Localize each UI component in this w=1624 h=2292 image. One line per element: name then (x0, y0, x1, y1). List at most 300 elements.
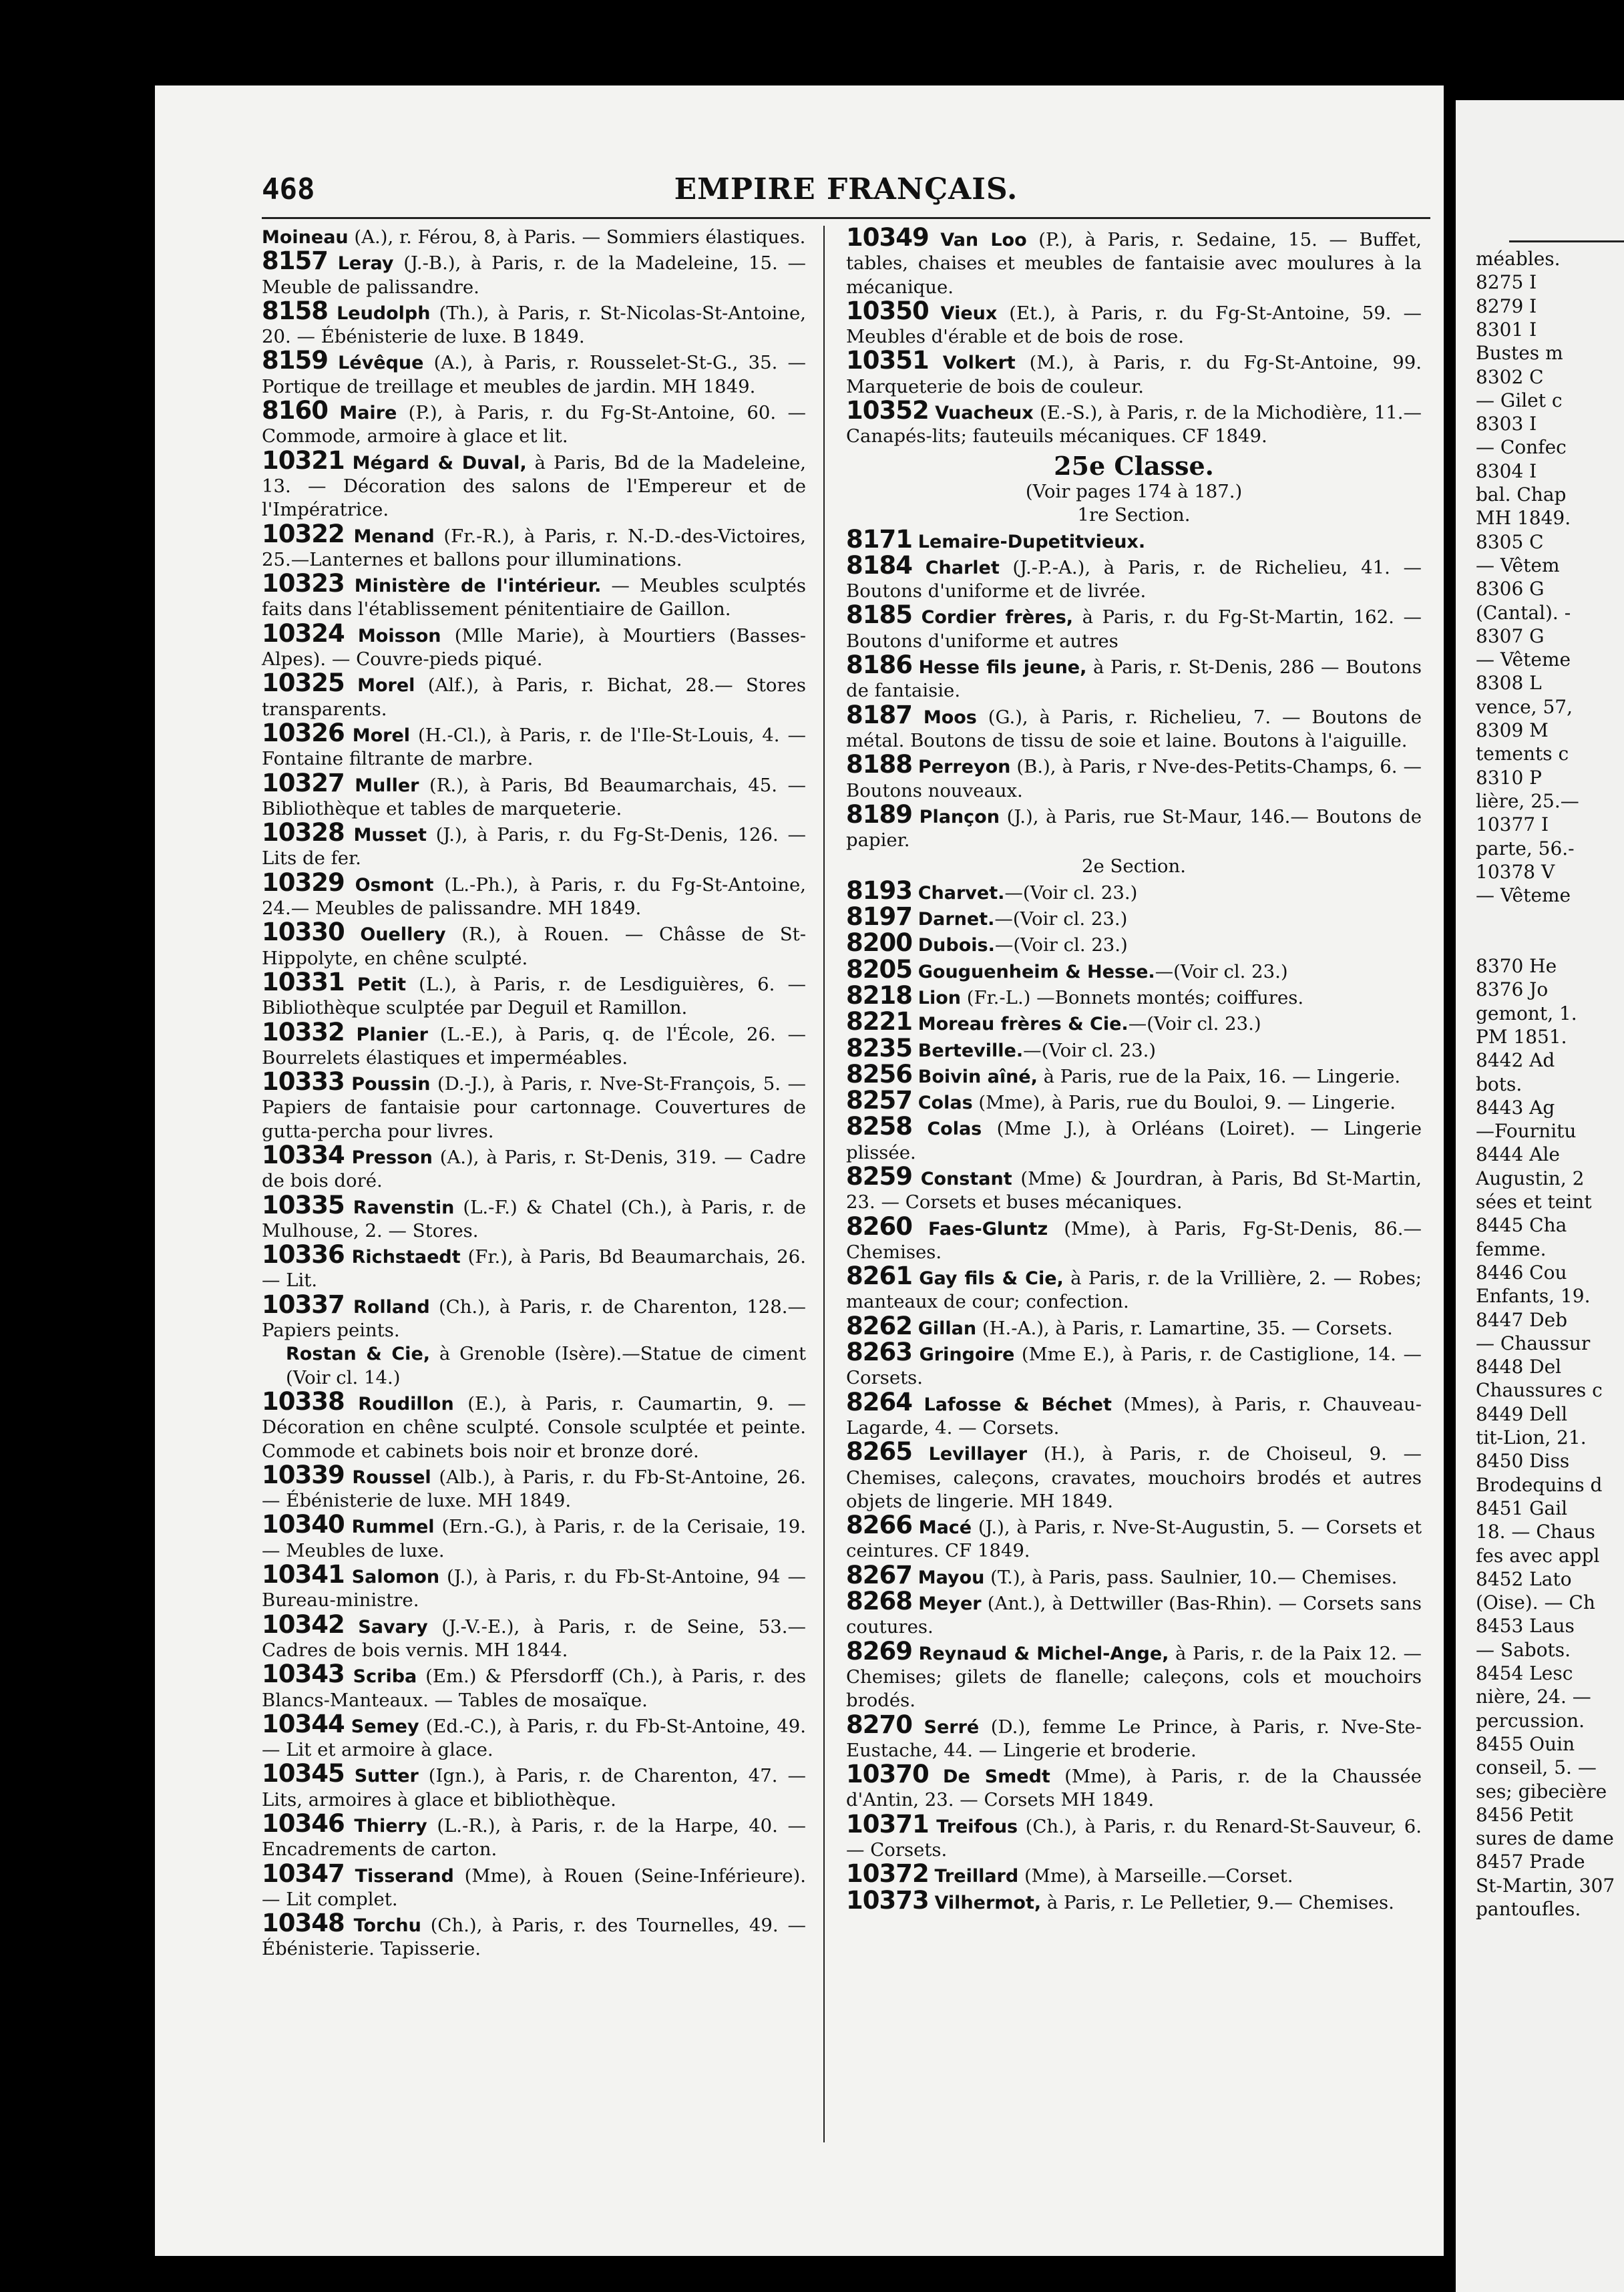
entry-description: (J.), à Paris, rue St-Maur, 146.— Boutons de papier. (846, 805, 1422, 851)
adjacent-page-text: 10378 V (1476, 860, 1555, 883)
entry-description: à Paris, rue de la Paix, 16. — Lingerie. (1037, 1065, 1401, 1087)
entry-number: 10371 (846, 1809, 929, 1839)
entry-number: 10346 (262, 1809, 345, 1838)
entry-description: (J.-B.), à Paris, r. de la Madeleine, 15. — Meuble de palissandre. (262, 252, 806, 298)
adjacent-page-text: 8446 Cou (1476, 1261, 1567, 1284)
left-column (262, 226, 806, 1961)
entry-description: —(Voir cl. 23.) (1023, 1039, 1157, 1061)
entry-description: (R.), à Paris, Bd Beaumarchais, 45. — Bibliothèque et tables de marqueterie. (262, 774, 806, 819)
catalog-entry (846, 1710, 1422, 1763)
entry-number: 8187 (846, 700, 912, 729)
adjacent-page-text: 8456 Petit (1476, 1803, 1573, 1826)
adjacent-page-text: 8301 I (1476, 318, 1537, 341)
exhibitor-name: Hesse fils jeune, (918, 657, 1087, 679)
entry-description: (Mme J.), à Orléans (Loiret). — Lingerie plissée. (846, 1118, 1422, 1163)
exhibitor-name: Morel (352, 725, 411, 746)
entry-number: 8261 (846, 1262, 912, 1291)
entry-number: 8264 (846, 1387, 912, 1416)
adjacent-page-text: fes avec appl (1476, 1544, 1600, 1567)
class-page-reference: (Voir pages 174 à 187.) (1025, 480, 1243, 502)
entry-description: (R.), à Rouen. — Châsse de St-Hippolyte, en chêne sculpté. (262, 924, 806, 969)
catalog-entry (846, 1086, 1422, 1115)
exhibitor-name: Lemaire-Dupetitvieux. (918, 531, 1146, 552)
catalog-entry (262, 618, 806, 672)
adjacent-page-text: percussion. (1476, 1709, 1585, 1732)
adjacent-page-text: 8442 Ad (1476, 1049, 1555, 1072)
adjacent-page-text: 8455 Ouin (1476, 1732, 1575, 1755)
exhibitor-name: Tisserand (355, 1865, 454, 1887)
adjacent-page-text: Chaussures c (1476, 1379, 1603, 1402)
entry-description: (H.), à Paris, r. de Choiseul, 9. — Chemises, caleçons, cravates, mouchoirs brodés et autres objets de lingerie. MH 1849. (846, 1443, 1422, 1512)
entry-description: (L.), à Paris, r. de Lesdiguières, 6. — Bibliothèque sculptée par Deguil et Ramillon. (262, 973, 806, 1019)
right-column (846, 223, 1422, 1915)
adjacent-page-text: 10377 I (1476, 813, 1549, 836)
exhibitor-name: Vilhermot, (934, 1892, 1042, 1913)
entry-number: 8189 (846, 799, 912, 829)
adjacent-page-text: St-Martin, 307 (1476, 1874, 1615, 1897)
entry-description: (Mme), à Rouen (Seine-Inférieure). — Lit complet. (262, 1865, 806, 1910)
adjacent-page-text: femme. (1476, 1237, 1547, 1260)
entry-description: —(Voir cl. 23.) (1128, 1013, 1261, 1035)
exhibitor-name: Presson (351, 1147, 433, 1168)
entry-description: (Et.), à Paris, r. du Fg-St-Antoine, 59. — Meubles d'érable et de bois de rose. (846, 302, 1422, 348)
exhibitor-name: Menand (353, 526, 435, 547)
entry-description: —(Voir cl. 23.) (994, 934, 1128, 956)
entry-description: (H.-A.), à Paris, r. Lamartine, 35. — Corsets. (976, 1317, 1393, 1339)
exhibitor-name: Dubois. (918, 935, 995, 956)
entry-description: (D.), femme Le Prince, à Paris, r. Nve-Ste-Eustache, 44. — Lingerie et broderie. (846, 1716, 1422, 1761)
entry-description: (Fr.-L.) —Bonnets montés; coiffures. (960, 986, 1304, 1008)
entry-number: 8235 (846, 1033, 912, 1063)
entry-number: 10352 (846, 396, 929, 425)
entry-number: 10327 (262, 768, 345, 797)
exhibitor-name: Van Loo (940, 230, 1027, 250)
entry-description: (Mlle Marie), à Mourtiers (Basses-Alpes). — Couvre-pieds piqué. (262, 624, 806, 671)
exhibitor-name: Reynaud & Michel-Ange, (918, 1643, 1169, 1664)
catalog-entry (262, 1190, 806, 1244)
entry-description: (Fr.-R.), à Paris, r. N.-D.-des-Victoires, 25.—Lanternes et ballons pour illuminations. (262, 525, 806, 570)
adjacent-page-text: 8275 I (1476, 271, 1537, 294)
catalog-entry (846, 1059, 1422, 1089)
entry-number: 8221 (846, 1007, 912, 1036)
exhibitor-name: Savary (358, 1616, 428, 1638)
exhibitor-name: Roussel (352, 1467, 431, 1488)
adjacent-page-text: 8454 Lesc (1476, 1662, 1573, 1684)
exhibitor-name: Moisson (357, 625, 441, 646)
entry-description: à Paris, r. St-Denis, 286 — Boutons de fantaisie. (846, 656, 1422, 702)
entry-description: —(Voir cl. 23.) (1155, 960, 1288, 982)
catalog-entry (262, 868, 806, 921)
entry-description: (Mme), à Paris, rue du Bouloi, 9. — Lingerie. (972, 1092, 1396, 1114)
entry-description: (Th.), à Paris, r. St-Nicolas-St-Antoine, 20. — Ébénisterie de luxe. B 1849. (262, 302, 806, 348)
entry-number: 10332 (262, 1017, 345, 1046)
adjacent-page-text: (Cantal). - (1476, 601, 1571, 624)
exhibitor-name: Macé (918, 1517, 972, 1539)
exhibitor-name: Maire (339, 403, 397, 424)
catalog-entry (846, 1112, 1422, 1165)
catalog-entry (262, 718, 807, 771)
entry-number: 10329 (262, 868, 345, 897)
exhibitor-name: Colas (918, 1093, 973, 1114)
entry-description: à Grenoble (Isère).—Statue de ciment (Voir cl. 14.) (286, 1343, 806, 1388)
entry-description: à Paris, r. du Fg-St-Martin, 162. — Boutons d'uniforme et autres (846, 606, 1422, 652)
exhibitor-name: Richstaedt (351, 1247, 461, 1268)
catalog-entry (846, 1636, 1422, 1713)
entry-number: 10326 (262, 718, 345, 747)
entry-description: (J.), à Paris, r. Nve-St-Augustin, 5. — Corsets et ceintures. CF 1849. (846, 1517, 1422, 1562)
exhibitor-name: Berteville. (918, 1040, 1024, 1061)
adjacent-page-text: — Sabots. (1476, 1638, 1571, 1661)
catalog-entry (262, 296, 806, 349)
exhibitor-name: Gringoire (919, 1344, 1015, 1366)
class-heading: 25e Classe. (1054, 450, 1214, 481)
adjacent-page-text: tit-Lion, 21. (1476, 1426, 1587, 1449)
exhibitor-name: Vuacheux (935, 403, 1034, 424)
catalog-entry (846, 1340, 1422, 1390)
exhibitor-name: Levillayer (928, 1444, 1028, 1465)
exhibitor-name: Boivin aîné, (918, 1066, 1038, 1087)
entry-description: (H.-Cl.), à Paris, r. de l'Ile-St-Louis, 4. — Fontaine filtrante de marbre. (262, 724, 807, 770)
exhibitor-name: Salomon (351, 1567, 440, 1588)
adjacent-page-text: — Vêteme (1476, 884, 1571, 907)
exhibitor-name: Mayou (918, 1567, 985, 1588)
catalog-entry (846, 1589, 1422, 1640)
adjacent-page-text: 8376 Jo (1476, 978, 1549, 1001)
entry-description: (T.), à Paris, pass. Saulnier, 10.— Chemises. (984, 1566, 1398, 1588)
adjacent-page-text: Bustes m (1476, 342, 1563, 365)
entry-number: 10340 (262, 1510, 345, 1539)
entry-number: 10349 (846, 223, 929, 252)
exhibitor-name: Treillard (934, 1866, 1019, 1887)
entry-number: 10351 (846, 346, 929, 375)
catalog-entry (846, 524, 1422, 554)
entry-number: 10347 (262, 1859, 345, 1888)
entry-description: (Ch.), à Paris, r. des Tournelles, 49. — Ébénisterie. Tapisserie. (262, 1915, 806, 1960)
entry-number: 10350 (846, 296, 929, 325)
catalog-entry (846, 1560, 1422, 1589)
adjacent-page-text: pantoufles. (1476, 1898, 1581, 1920)
exhibitor-name: Charlet (925, 557, 1000, 578)
adjacent-page-text: — Vêtem (1476, 554, 1560, 576)
entry-description: à Paris, r. Le Pelletier, 9.— Chemises. (1041, 1891, 1394, 1913)
exhibitor-name: Scriba (353, 1666, 417, 1688)
catalog-entry (262, 1709, 806, 1762)
entry-description: (D.-J.), à Paris, r. Nve-St-François, 5. — Papiers de fantaisie pour cartonnage. Couvertures de gutta-percha pour livres. (262, 1073, 806, 1142)
entry-number: 8205 (846, 954, 912, 984)
entry-number: 8158 (262, 296, 328, 325)
catalog-entry (846, 700, 1422, 753)
exhibitor-name: De Smedt (943, 1766, 1050, 1788)
entry-description: (Mme), à Paris, Fg-St-Denis, 86.—Chemises. (846, 1217, 1422, 1263)
adjacent-page-text: 8448 Del (1476, 1356, 1562, 1378)
catalog-entry (846, 1762, 1422, 1812)
catalog-entry (262, 818, 806, 871)
entry-number: 8157 (262, 246, 328, 276)
catalog-entry (846, 876, 1422, 905)
entry-description: (Ch.), à Paris, r. du Renard-St-Sauveur, 6. — Corsets. (846, 1815, 1422, 1861)
entry-description: (E.), à Paris, r. Caumartin, 9. —Décoration en chêne sculpté. Console sculptée et peinte. Commode et cabinets bois noir et bronze doré. (262, 1392, 806, 1462)
catalog-entry (846, 1859, 1422, 1889)
entry-description: (Ed.-C.), à Paris, r. du Fb-St-Antoine, 49. — Lit et armoire à glace. (262, 1715, 806, 1761)
catalog-entry (846, 223, 1422, 299)
catalog-entry (846, 650, 1422, 703)
catalog-entry (262, 519, 806, 572)
entry-description: (L.-Ph.), à Paris, r. du Fg-St-Antoine, 24.— Meubles de palissandre. MH 1849. (262, 874, 806, 920)
entry-description: (Alf.), à Paris, r. Bichat, 28.— Stores transparents. (262, 675, 806, 720)
entry-number: 8269 (846, 1636, 912, 1666)
entry-description: à Paris, Bd de la Madeleine, 13. — Décoration des salons de l'Empereur et de l'Impératrice. (262, 451, 806, 521)
adjacent-page-text: (Oise). — Ch (1476, 1591, 1595, 1614)
entry-number: 8200 (846, 928, 912, 958)
exhibitor-name: Ravenstin (353, 1197, 455, 1218)
entry-number: 10373 (846, 1885, 929, 1915)
catalog-entry (262, 1140, 806, 1193)
adjacent-page-text: 8451 Gail (1476, 1497, 1568, 1519)
entry-number: 10323 (262, 569, 345, 598)
adjacent-page-text: tements c (1476, 743, 1569, 765)
adjacent-page-text: 8450 Diss (1476, 1450, 1570, 1473)
catalog-entry (846, 1311, 1422, 1340)
entry-description: (Alb.), à Paris, r. du Fb-St-Antoine, 26. — Ébénisterie de luxe. MH 1849. (262, 1466, 806, 1512)
adjacent-page-text: lière, 25.— (1476, 789, 1579, 812)
entry-description: (Ern.-G.), à Paris, r. de la Cerisaie, 19. — Meubles de luxe. (262, 1516, 806, 1561)
adjacent-page-text: 8447 Deb (1476, 1308, 1568, 1331)
entry-description: (A.), à Paris, r. Rousselet-St-G., 35. — Portique de treillage et meubles de jardin. MH 1849. (262, 352, 806, 397)
entry-description: (A.), r. Férou, 8, à Paris. — Sommiers élastiques. (348, 226, 806, 248)
entry-description: (Ign.), à Paris, r. de Charenton, 47. — Lits, armoires à glace et bibliothèque. (262, 1765, 806, 1810)
catalog-entry (262, 1290, 806, 1343)
adjacent-page-text: sures de dame (1476, 1827, 1614, 1850)
catalog-entry (262, 1460, 806, 1513)
entry-description: (Ant.), à Dettwiller (Bas-Rhin). — Corsets sans coutures. (846, 1593, 1422, 1638)
entry-description: — Meubles sculptés faits dans l'établissement pénitentiaire de Gaillon. (262, 575, 807, 620)
exhibitor-name: Gillan (918, 1318, 977, 1339)
entry-description: (L.-F.) & Chatel (Ch.), à Paris, r. de Mulhouse, 2. — Stores. (262, 1196, 806, 1242)
adjacent-page-text: 8279 I (1476, 295, 1537, 317)
book-page (155, 85, 1444, 2256)
catalog-entry (846, 1513, 1422, 1563)
section-1-heading: 1re Section. (1077, 504, 1191, 526)
catalog-entry (262, 1859, 806, 1912)
entry-number: 8185 (846, 600, 912, 630)
adjacent-page-text: —Fournitu (1476, 1120, 1577, 1143)
adjacent-page-text: 18. — Chaus (1476, 1521, 1595, 1543)
exhibitor-name: Plançon (919, 806, 1000, 827)
entry-description: (Em.) & Pfersdorff (Ch.), à Paris, r. des Blancs-Manteaux. — Tables de mosaïque. (262, 1666, 806, 1711)
catalog-entry (262, 396, 806, 449)
adjacent-page-text: 8302 C (1476, 365, 1544, 388)
adjacent-page-text: méables. (1476, 248, 1561, 270)
exhibitor-name: Moineau (262, 227, 349, 248)
exhibitor-name: Vieux (940, 303, 998, 324)
catalog-entry (846, 1033, 1422, 1063)
entry-description: (Mmes), à Paris, r. Chauveau-Lagarde, 4. — Corsets. (846, 1393, 1422, 1439)
adjacent-page-text: nière, 24. — (1476, 1686, 1591, 1708)
exhibitor-name: Serré (924, 1716, 980, 1738)
entry-number: 10338 (262, 1386, 345, 1416)
adjacent-page-text: 8452 Lato (1476, 1567, 1572, 1590)
exhibitor-name: Muller (355, 775, 419, 796)
entry-number: 10331 (262, 967, 345, 996)
entry-description: (L.-R.), à Paris, r. de la Harpe, 40. — Encadrements de carton. (262, 1815, 806, 1861)
entry-description: (Ch.), à Paris, r. de Charenton, 128.— Papiers peints. (262, 1296, 806, 1342)
catalog-entry (846, 980, 1422, 1010)
entry-description: (Mme E.), à Paris, r. de Castiglione, 14. — Corsets. (846, 1344, 1422, 1389)
entry-description: —(Voir cl. 23.) (994, 908, 1128, 930)
entry-number: 8267 (846, 1560, 912, 1589)
adjacent-page-text: 8457 Prade (1476, 1851, 1585, 1873)
adjacent-page-text: Brodequins d (1476, 1473, 1603, 1496)
exhibitor-name: Roudillon (358, 1393, 454, 1414)
adjacent-page-text: Augustin, 2 (1476, 1167, 1585, 1189)
entry-number: 10370 (846, 1760, 929, 1789)
entry-number: 8268 (846, 1587, 912, 1616)
exhibitor-name: Mégard & Duval, (352, 452, 527, 473)
page-number: 468 (262, 172, 315, 206)
exhibitor-name: Cordier frères, (921, 607, 1074, 628)
entry-number: 10343 (262, 1660, 345, 1689)
entry-number: 10333 (262, 1067, 345, 1097)
entry-number: 10335 (262, 1190, 345, 1219)
catalog-entry (262, 1911, 806, 1961)
exhibitor-name: Rummel (351, 1517, 435, 1538)
entry-number: 8218 (846, 980, 912, 1010)
entry-number: 10344 (262, 1709, 345, 1738)
catalog-entry (262, 226, 806, 249)
entry-number: 10342 (262, 1609, 345, 1639)
adjacent-page-text: — Confec (1476, 436, 1567, 459)
exhibitor-name: Gouguenheim & Hesse. (918, 961, 1155, 982)
entry-number: 8262 (846, 1311, 912, 1340)
entry-number: 10336 (262, 1240, 345, 1270)
entry-number: 8197 (846, 902, 912, 932)
entry-number: 8258 (846, 1112, 912, 1141)
entry-description: (Mme), à Marseille.—Corset. (1018, 1865, 1293, 1887)
page-header (262, 172, 1430, 212)
entry-number: 10334 (262, 1140, 345, 1169)
exhibitor-name: Leray (337, 253, 394, 274)
catalog-entry (262, 1067, 806, 1143)
catalog-entry (262, 1662, 806, 1712)
catalog-entry (262, 1609, 806, 1663)
exhibitor-name: Charvet. (918, 882, 1005, 904)
adjacent-page-text: sées et teint (1476, 1191, 1592, 1213)
exhibitor-name: Faes-Gluntz (928, 1218, 1048, 1239)
entry-number: 10345 (262, 1759, 345, 1788)
exhibitor-name: Gay fils & Cie, (919, 1268, 1064, 1290)
exhibitor-name: Rostan & Cie, (286, 1344, 431, 1365)
exhibitor-name: Meyer (918, 1593, 982, 1615)
adjacent-page-text: 8445 Cha (1476, 1214, 1567, 1237)
catalog-entry (846, 750, 1422, 803)
entry-number: 10341 (262, 1560, 345, 1589)
entry-number: 8270 (846, 1710, 912, 1739)
entry-number: 8256 (846, 1059, 912, 1089)
catalog-entry (846, 600, 1422, 653)
adjacent-page-text: 8304 I (1476, 459, 1537, 482)
catalog-entry (846, 799, 1422, 853)
adjacent-page-text: 8303 I (1476, 413, 1537, 435)
catalog-entry (846, 1885, 1422, 1915)
catalog-entry (846, 1809, 1422, 1863)
entry-description: (L.-E.), à Paris, q. de l'École, 26. — Bourrelets élastiques et imperméables. (262, 1023, 806, 1069)
exhibitor-name: Volkert (942, 353, 1016, 374)
exhibitor-name: Osmont (355, 874, 434, 896)
header-rule (262, 217, 1430, 219)
catalog-entry (846, 396, 1422, 449)
adjacent-page-text: 8309 M (1476, 719, 1549, 741)
entry-number: 10328 (262, 818, 345, 847)
catalog-entry (846, 346, 1422, 399)
exhibitor-name: Thierry (354, 1816, 427, 1837)
adjacent-page-text: 8444 Ale (1476, 1143, 1560, 1166)
entry-description: à Paris, r. de la Vrillière, 2. — Robes; manteaux de cour; confection. (846, 1268, 1422, 1313)
adjacent-page-text: Enfants, 19. (1476, 1285, 1591, 1308)
catalog-entry (262, 569, 807, 622)
catalog-entry (262, 1342, 806, 1390)
entry-description: (J.), à Paris, r. du Fb-St-Antoine, 94 — Bureau-ministre. (262, 1566, 806, 1611)
entry-description: (E.-S.), à Paris, r. de la Michodière, 11.—Canapés-lits; fauteuils mécaniques. CF 1849. (846, 402, 1422, 447)
entry-description: —(Voir cl. 23.) (1004, 882, 1138, 904)
exhibitor-name: Treifous (936, 1816, 1018, 1837)
entry-description: (Fr.), à Paris, Bd Beaumarchais, 26. — Lit. (262, 1246, 806, 1292)
adjacent-header-rule (1509, 240, 1624, 242)
entry-number: 8260 (846, 1211, 912, 1241)
entry-number: 8186 (846, 650, 912, 680)
entry-number: 10339 (262, 1460, 345, 1489)
catalog-entry (262, 1809, 806, 1862)
catalog-entry (262, 668, 806, 721)
catalog-entry (846, 1211, 1422, 1265)
entry-number: 8193 (846, 876, 912, 905)
exhibitor-name: Ouellery (360, 924, 446, 946)
catalog-entry (846, 954, 1422, 984)
entry-number: 8259 (846, 1161, 912, 1191)
exhibitor-name: Lévêque (338, 353, 424, 374)
entry-number: 10330 (262, 918, 345, 947)
entry-number: 10337 (262, 1290, 345, 1319)
entry-description: (B.), à Paris, r Nve-des-Petits-Champs, 6. — Boutons nouveaux. (846, 756, 1422, 801)
adjacent-page-text: 8307 G (1476, 624, 1545, 647)
entry-number: 8266 (846, 1511, 912, 1540)
adjacent-page-text: — Chaussur (1476, 1332, 1591, 1354)
catalog-entry (262, 920, 806, 970)
exhibitor-name: Moreau frères & Cie. (918, 1014, 1129, 1035)
adjacent-page-text: 8308 L (1476, 672, 1542, 695)
entry-number: 8188 (846, 750, 912, 779)
adjacent-page-text: vence, 57, (1476, 695, 1573, 718)
adjacent-page-text: bots. (1476, 1073, 1522, 1095)
entry-number: 8160 (262, 396, 328, 425)
entry-number: 10322 (262, 519, 345, 548)
catalog-entry (262, 768, 806, 821)
adjacent-page-text: 8310 P (1476, 766, 1542, 789)
exhibitor-name: Planier (356, 1024, 428, 1045)
adjacent-page-text: 8453 Laus (1476, 1615, 1575, 1638)
exhibitor-name: Rolland (353, 1296, 430, 1318)
exhibitor-name: Constant (920, 1168, 1012, 1189)
page-title: EMPIRE FRANÇAIS. (674, 172, 1018, 206)
catalog-entry (262, 967, 806, 1020)
adjacent-page-fragment (1456, 100, 1624, 2292)
entry-description: (J.-P.-A.), à Paris, r. de Richelieu, 41. — Boutons d'uniforme et de livrée. (846, 556, 1422, 602)
entry-number: 8184 (846, 550, 912, 580)
adjacent-page-text: gemont, 1. (1476, 1002, 1577, 1024)
adjacent-page-text: conseil, 5. — (1476, 1756, 1597, 1779)
entry-number: 8257 (846, 1086, 912, 1115)
exhibitor-name: Lion (918, 987, 961, 1008)
adjacent-page-text: 8305 C (1476, 530, 1544, 553)
